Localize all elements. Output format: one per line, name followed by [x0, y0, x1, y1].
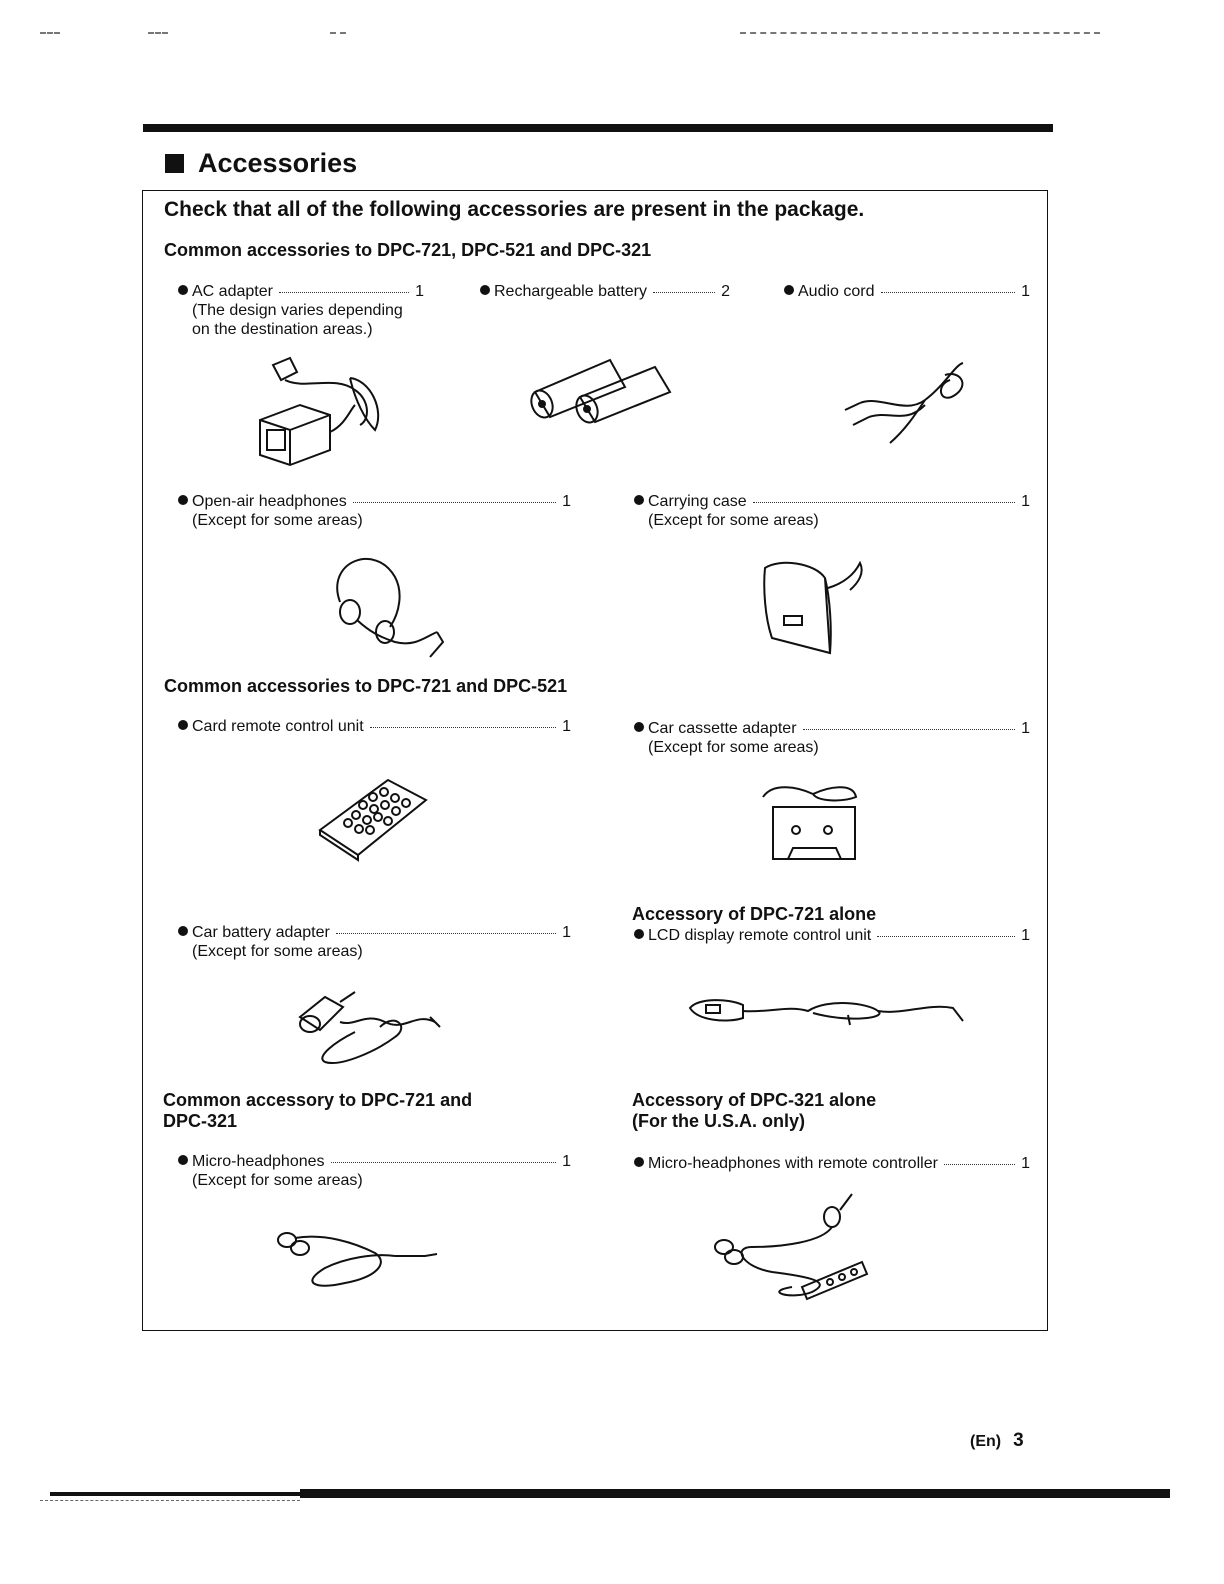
group-title-common-721-521: Common accessories to DPC-721 and DPC-521: [164, 676, 568, 696]
audio-cord-icon: [835, 355, 975, 445]
headphones-icon: [325, 542, 455, 667]
battery-icon: [525, 352, 675, 422]
earphones-icon: [275, 1228, 440, 1293]
lcd-remote-illustration: [688, 993, 968, 1033]
micro-headphones-remote-illustration: [712, 1192, 882, 1310]
item-note: (Except for some areas): [648, 512, 819, 529]
audio-cord-illustration: [835, 355, 975, 445]
group-title-321-alone: Accessory of DPC-321 alone (For the U.S.A. only): [632, 1090, 877, 1131]
item-note: on the destination areas.): [192, 321, 373, 338]
page-number: [970, 1430, 1024, 1452]
list-item-micro-headphones-remote: Micro-headphones with remote controller 1: [634, 1154, 1030, 1173]
list-item-micro-headphones: Micro-headphones 1 (Except for some areas): [178, 1152, 571, 1190]
list-item-rechargeable-battery: Rechargeable battery 2: [480, 282, 730, 301]
list-item-ac-adapter: AC adapter 1 (The design varies depending on the destination areas.): [178, 282, 424, 339]
bullet-icon: [634, 495, 644, 505]
item-note: (Except for some areas): [648, 739, 819, 756]
bullet-icon: [634, 1157, 644, 1167]
scan-mark: [740, 32, 1100, 34]
scan-mark: [40, 32, 60, 34]
bullet-icon: [178, 285, 188, 295]
battery-illustration: [525, 352, 675, 422]
headphones-illustration: [325, 542, 455, 667]
square-bullet-icon: [165, 154, 184, 173]
bullet-icon: [178, 720, 188, 730]
item-note: (Except for some areas): [192, 512, 363, 529]
list-item-carrying-case: Carrying case 1 (Except for some areas): [634, 492, 1030, 530]
lcd-remote-icon: [688, 993, 968, 1033]
footer-rule: [300, 1489, 1170, 1498]
list-item-audio-cord: Audio cord 1: [784, 282, 1030, 301]
bullet-icon: [178, 495, 188, 505]
page-number-value: 3: [1013, 1430, 1024, 1451]
list-item-car-battery-adapter: Car battery adapter 1 (Except for some areas): [178, 923, 571, 961]
intro-text: Check that all of the following accessories are present in the package.: [164, 198, 865, 221]
earphones-remote-icon: [712, 1192, 882, 1310]
card-remote-illustration: [318, 775, 428, 865]
car-battery-adapter-icon: [295, 982, 445, 1067]
language-code: (En): [970, 1433, 1002, 1450]
list-item-card-remote: Card remote control unit 1: [178, 717, 571, 736]
scan-mark: [330, 32, 346, 34]
car-cassette-adapter-illustration: [758, 782, 863, 867]
scan-mark: [148, 32, 168, 34]
footer-rule: [50, 1492, 310, 1496]
card-remote-icon: [318, 775, 428, 865]
list-item-open-air-headphones: Open-air headphones 1 (Except for some areas): [178, 492, 571, 530]
item-note: (The design varies depending: [192, 302, 403, 319]
bullet-icon: [178, 1155, 188, 1165]
bullet-icon: [480, 285, 490, 295]
micro-headphones-illustration: [275, 1228, 440, 1293]
bullet-icon: [178, 926, 188, 936]
item-note: (Except for some areas): [192, 1172, 363, 1189]
group-title-721-alone: Accessory of DPC-721 alone: [632, 904, 877, 924]
ac-adapter-icon: [245, 350, 395, 480]
carrying-case-illustration: [760, 558, 875, 663]
ac-adapter-illustration: [245, 350, 395, 480]
section-heading: [165, 148, 357, 179]
item-note: (Except for some areas): [192, 943, 363, 960]
cassette-icon: [758, 782, 863, 867]
bullet-icon: [784, 285, 794, 295]
carrying-case-icon: [760, 558, 875, 663]
section-title: Accessories: [198, 148, 358, 178]
group-title-common-all: Common accessories to DPC-721, DPC-521 and DPC-321: [164, 240, 652, 260]
list-item-car-cassette-adapter: Car cassette adapter 1 (Except for some areas): [634, 719, 1030, 757]
car-battery-adapter-illustration: [295, 982, 445, 1067]
header-rule: [143, 124, 1053, 132]
bullet-icon: [634, 929, 644, 939]
list-item-lcd-remote: LCD display remote control unit 1: [634, 926, 1030, 945]
scan-mark: [40, 1500, 300, 1501]
bullet-icon: [634, 722, 644, 732]
group-title-common-721-321: Common accessory to DPC-721 and DPC-321: [163, 1090, 473, 1131]
